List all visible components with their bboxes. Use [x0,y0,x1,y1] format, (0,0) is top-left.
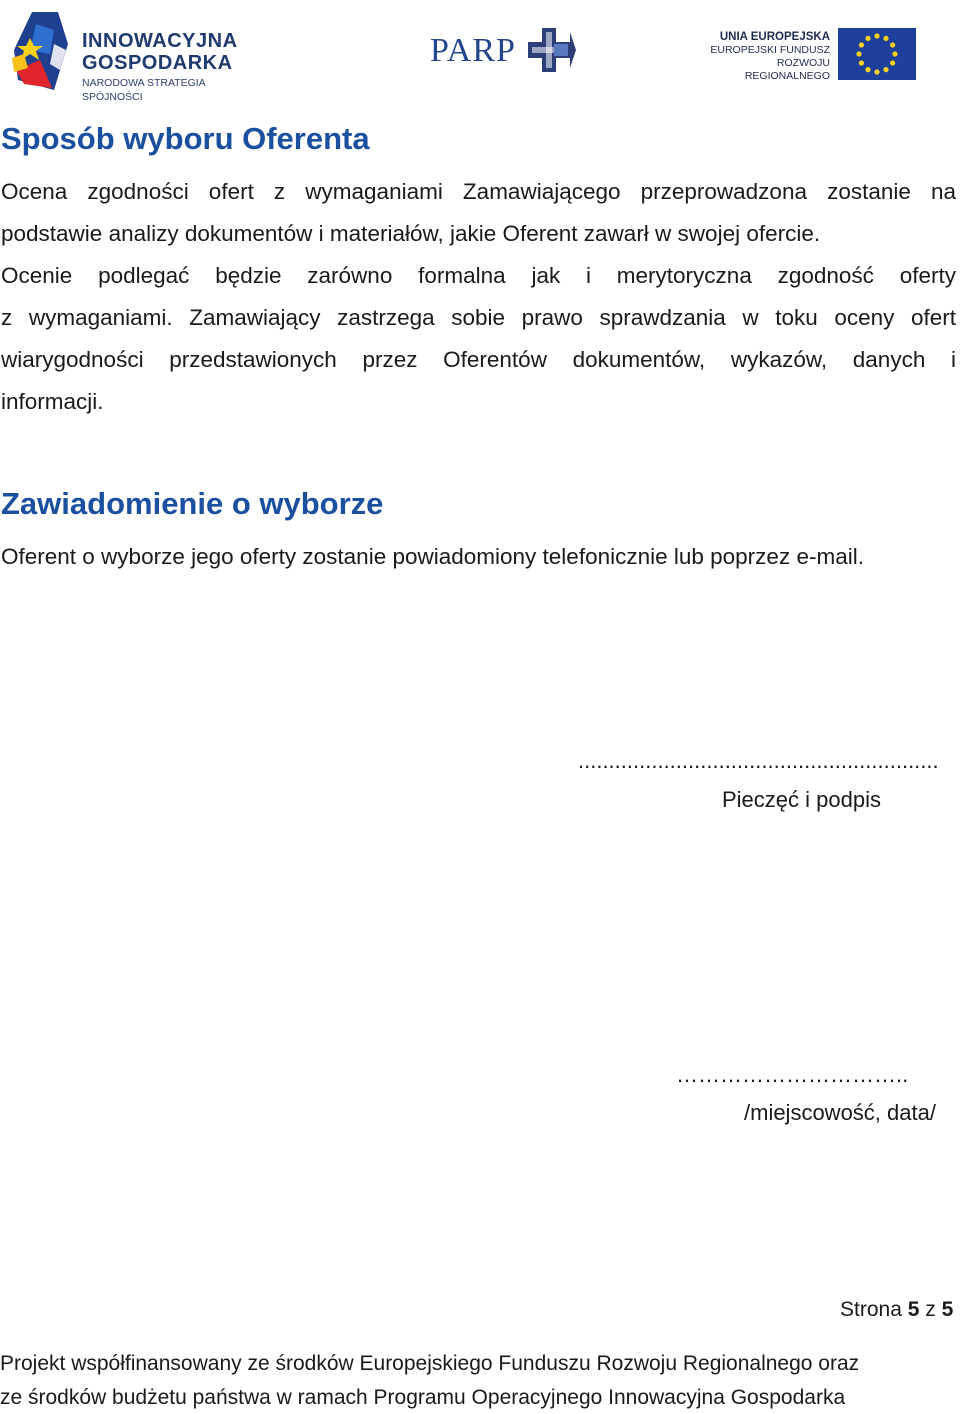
paragraph-line: informacji. [1,389,104,414]
page-number-separator: z [925,1298,936,1321]
innowacyjna-gospodarka-emblem-icon [10,10,80,92]
offer-selection-paragraph [1,171,956,423]
page-total: 5 [941,1298,954,1321]
notification-paragraph: Oferent o wyborze jego oferty zostanie powiadomiony telefonicznie lub poprzez e-mail. [1,544,864,569]
page-current: 5 [907,1298,920,1321]
eu-logo-line1: UNIA EUROPEJSKA [719,31,830,43]
footer-line2: ze środków budżetu państwa w ramach Programu Operacyjnego Innowacyjna Gospodarka [0,1386,846,1409]
innowacyjna-logo-line3: NARODOWA STRATEGIA SPÓJNOŚCI [82,77,206,103]
signature-label: Pieczęć i podpis [722,787,881,812]
page-number-prefix: Strona [840,1298,902,1321]
place-date-label: /miejscowość, data/ [744,1100,936,1125]
paragraph-line: z wymaganiami. Zamawiający zastrzega sobie prawo sprawdzania w toku oceny ofert [1,305,956,330]
paragraph-line: Ocena zgodności ofert z wymaganiami Zamawiającego przeprowadzona zostanie na [1,179,956,204]
section-title-notification: Zawiadomienie o wyborze [1,486,384,521]
innowacyjna-logo-line1: INNOWACYJNA [82,30,238,52]
eu-logo-line3: ROZWOJU REGIONALNEGO [744,57,830,82]
section-title-offer-selection: Sposób wyboru Oferenta [1,121,370,156]
paragraph-line: wiarygodności przedstawionych przez Oferentów dokumentów, wykazów, danych i [1,347,956,372]
eu-logo-text [694,30,830,83]
signature-dotted-line: ........................................................... [578,748,939,773]
paragraph-line: Ocenie podlegać będzie zarówno formalna jak i merytoryczna zgodność oferty [1,263,956,288]
parp-arrows-icon [524,24,576,78]
page-number [840,1298,953,1322]
innowacyjna-gospodarka-logo [10,10,260,103]
eu-logo-line2: EUROPEJSKI FUNDUSZ [710,44,830,56]
eu-flag-icon [838,28,916,80]
parp-logo-text: PARP [430,32,516,69]
innowacyjna-logo-text [82,30,260,104]
place-date-dotted-line: ………………………….. [676,1062,909,1087]
footer-line1: Projekt współfinansowany ze środków Europejskiego Funduszu Rozwoju Regionalnego oraz [0,1352,860,1375]
parp-logo [430,24,580,78]
innowacyjna-logo-line2: GOSPODARKA [82,52,233,74]
paragraph-line: podstawie analizy dokumentów i materiałów, jakie Oferent zawarł w swojej ofercie. [1,221,821,246]
eu-erdf-logo [694,28,920,80]
